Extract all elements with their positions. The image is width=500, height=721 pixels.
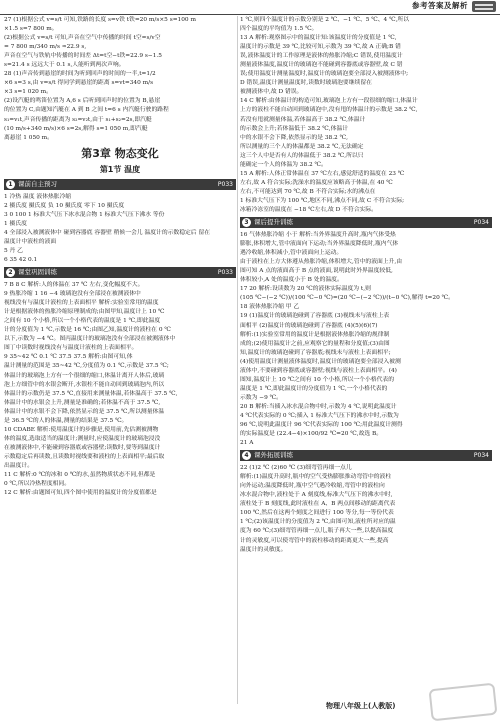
answer-line: 1 标准大气压下为 100 ℃,地区不同,沸点不同,故 C 不符合实际; — [240, 197, 405, 204]
answer-line: 在被测液体中,不能碰到容器底或容器壁;读数时,要等到温度计 — [4, 444, 161, 451]
answer-line: 6 35 42 0.1 — [4, 256, 38, 263]
answer-line: 解析:(1)温度升高时,瓶中的空气受热膨胀推动弯管中的液柱 — [240, 474, 392, 481]
answer-line: 左右,不可能达到 70 ℃,故 B 不符合实际;水的沸点在 — [240, 188, 376, 195]
answer-line: 19 (1)温度计的玻璃泡碰到了容器底 (3)视线未与液柱上表 — [240, 313, 390, 320]
answer-line: 能确定一个人的体温为 38.2 ℃。 — [240, 161, 327, 168]
answer-line: 中的水银不会下降,依然显示的是 38.2 ℃, — [240, 134, 348, 141]
answer-line: 泡上方细管中的水银会断开,水银柱不能自动回到玻璃泡内,所以 — [4, 381, 165, 388]
answer-line: 知,温度计的玻璃泡碰到了容器底;视线未与液柱上表面相平; — [240, 349, 391, 356]
answer-line: s=21.4 s 远远大于 0.1 s,人能听到两次声响。 — [4, 62, 125, 69]
answer-line: 误;使用温度计测量温度时,温度计的玻璃泡要全部浸入被测液体中; — [240, 71, 409, 78]
answer-line: 测量液体温度,温度计的玻璃泡不能碰到容器底或容器壁,故 C 错 — [240, 62, 403, 69]
answer-line: 体的温度,选取适当的温度计;测量时,应使温度计的玻璃泡浸没 — [4, 435, 161, 442]
answer-line: 上方的液柱不能自动回到玻璃泡中,没有甩的体温计的示数是 38.2 ℃, — [240, 107, 418, 114]
answer-line: 示数为 −9 ℃。 — [240, 394, 282, 401]
answer-line: 15 A 解析:人体正常体温在 37 ℃左右,感觉舒适的温度在 23 ℃ — [240, 170, 405, 177]
banner-number: 4 — [242, 451, 251, 460]
answer-line: 是 36.5 ℃的人的体温,测量的结果是 37.5 ℃。 — [4, 417, 128, 424]
answer-line: 计是根据液体的热胀冷缩原理制成的;由图甲知,温度计上 10 ℃ — [4, 309, 165, 316]
answer-line: 7 B 8 C 解析:人的体温在 37 ℃ 左右,变化幅度不大。 — [4, 282, 144, 289]
column-divider — [237, 16, 238, 704]
answer-line: 0 ℃,所以冷热程度相同。 — [4, 481, 71, 488]
banner-number: 2 — [6, 268, 15, 277]
answer-line: (4)使用温度计测量液体温度时,温度计的玻璃泡要全部浸入被测 — [240, 358, 401, 365]
answer-line: = 7 800 m/340 m/s ≈22.9 s, — [4, 44, 87, 51]
answer-line: 视线没有与温度计液柱的上表面相平 解析:实验室常用的温度 — [4, 300, 159, 307]
answer-line: 离悬崖 1 050 m。 — [4, 134, 53, 141]
answer-line: 1 冷热 温度 液体热胀冷缩 — [4, 193, 72, 200]
answer-line: 11 C 解析:0 ℃的冰和 0 ℃的水,虽然物质状态不同,但都是 — [4, 472, 156, 479]
answer-line: 27 (1)根据公式 v=s/t 可知,铁路的长度 s=v铁 t铁=20 m/s×5 s=100 m — [4, 17, 196, 23]
page-header — [0, 0, 500, 15]
answer-line: 9 热胀冷缩 1 16 −4 玻璃泡没有全部浸在被测液体中 — [4, 291, 141, 298]
answer-line: 温计测量的范围是 35~42 ℃,分度值为 0.1 ℃,示数是 37.5 ℃; — [4, 363, 169, 370]
answer-line: 体温计的示数仍是 37.5 ℃,直接用来测量体温,若体温高于 37.5 ℃, — [4, 390, 178, 397]
answer-line: 温度计中液柱的液面 — [4, 238, 57, 245]
answer-line: 图可知 A 点的液面高于 B 点的液面,说明此时外界温度较低, — [240, 268, 393, 275]
banner-label: 课堂巩固训练 — [18, 268, 57, 277]
banner-number: 1 — [6, 180, 15, 189]
answer-line: 遇冷收缩,体积减小,管中液面向上运动。 — [240, 250, 343, 257]
answer-line: s₁=v₁t,声音传播的距离为 s₂=v₂t,由于 s₁+s₂=2s,即汽艇 — [4, 116, 152, 123]
answer-line: 图丁中读数时视线没有与温度计液柱的上表面相平。 — [4, 345, 138, 352]
answer-line: 1 ℃,则四个温度计的示数分别是 2 ℃、−1 ℃、5 ℃、4 ℃,所以 — [240, 17, 410, 23]
answer-line: 所以测量的三个人的体温都是 38.2 ℃,无法确定 — [240, 143, 364, 150]
answer-line: 计的分度值为 1 ℃,示数是 16 ℃;由图乙知,温度计的液柱在 0 ℃ — [4, 327, 171, 334]
answer-line: 2 摄氏度 摄氏度 负 10 摄氏度 零下 10 摄氏度 — [4, 202, 125, 209]
answer-line: ×3 s=1 020 m。 — [4, 89, 52, 96]
answer-line: 28 (1)声音传到悬崖的时间为听到回声的时间的一半,t=1/2 — [4, 71, 156, 78]
banner-label: 课前自主预习 — [18, 179, 57, 188]
banner-page: P034 — [473, 219, 489, 227]
banner-extension — [240, 450, 492, 461]
answer-line: 成的;(2)使用温度计之前,应观察它的量程和分度值;(3)由图 — [240, 340, 390, 347]
answer-line: 16 气体热胀冷缩 小于 解析:当外界温度升高时,瓶内气体受热 — [240, 232, 396, 239]
answer-line: 声音在空气与铁轨中传播的时间差 Δt=t空−t铁=22.9 s−1.5 — [4, 53, 162, 60]
banner-in-class — [4, 267, 236, 278]
answer-line: 液体中,不要碰到容器底或容器壁;视线与液柱上表面相平。(4) — [240, 367, 397, 374]
answer-line: 左右,故 A 符合实际;洗澡水的温度应该略高于体温,在 40 ℃ — [240, 179, 393, 186]
answer-line: 体温计中的水银不会下降,依然显示的是 37.5 ℃,所以测量体温 — [4, 408, 165, 415]
answer-line: 由于液柱在上方大体遵从热胀冷缩,体积增大,管中的液面上升,由 — [240, 259, 403, 266]
book-logo-icon — [472, 1, 496, 12]
answer-line: (2)设汽艇的鸣笛位置为 A,6 s 后听到回声时的位置为 B,悬崖 — [4, 98, 161, 105]
answer-line: 18 液体热胀冷缩 甲 乙 — [240, 304, 300, 311]
answer-line: 冰水混合物中,液柱处于 A 刻度线,标准大气压下的沸水中时, — [240, 492, 393, 499]
answer-line: 面相平 (2)温度计的玻璃泡碰到了容器底 (4)(5)(6)(7) — [240, 322, 378, 329]
answer-line: 计的灵敏度,可以使弯管中的液柱移动的距离更大一些,提高 — [240, 537, 389, 544]
answer-line: D 错误,温度计测量温度时,读数时玻璃泡要继续留在 — [240, 80, 372, 87]
answer-line: 17 20 解析:设读数为 20 ℃的液体实际温度为 t,则 — [240, 286, 371, 293]
answer-line: (105 ℃−(−2 ℃))/(100 ℃−0 ℃)=(20 ℃−(−2 ℃))/(t−0 ℃),解得 t=20 ℃。 — [240, 295, 454, 302]
answer-line: 出温度计。 — [4, 462, 33, 469]
footer-book-title: 物理八年级上(人教版) — [326, 702, 396, 710]
chapter-title: 第3章 物态变化 — [81, 146, 159, 160]
answers-chapter-2 — [4, 16, 236, 143]
answers-extension — [240, 464, 492, 554]
answer-line: 膨胀,体积增大,管中液面向下运动;当外界温度降低时,瓶内气体 — [240, 241, 399, 248]
answer-line: 体温计的玻璃泡上方有一个很细的缩口,体温计离开人体后,玻璃 — [4, 372, 165, 379]
answer-line: 3 0 100 1 标准大气压下冰水混合物 1 标准大气压下沸水 等份 — [4, 211, 165, 218]
answer-line: 1 摄氏度 — [4, 220, 27, 227]
answer-line: 冰箱冷冻室的温度在 −18 ℃左右,故 D 不符合实际。 — [240, 206, 377, 213]
answer-line: 20 B 解析:当插入冰水混合物中时,示数为 4 ℃,说明此温度计 — [240, 403, 397, 410]
answer-line: 温度计的灵敏度。 — [240, 546, 287, 553]
answer-line: 误,液体温度计的工作原理是液体的热胀冷缩;C 错误,使用温度计 — [240, 53, 403, 60]
answer-line: 图知,温度计上 10 ℃之间有 10 个小格,所以一个小格代表的 — [240, 376, 395, 383]
answer-line: 向外运动;温度降低时,瓶中空气遇冷收缩,弯管中的液柱向 — [240, 483, 385, 490]
banner-label: 课后提升训练 — [254, 218, 293, 227]
answer-line: 若没有甩就测量体温,若体温高于 38.2 ℃,体温计 — [240, 116, 366, 123]
answer-line: 这三个人中是否有人的体温低于 38.2 ℃,所以只 — [240, 152, 364, 159]
answer-line: 1 ℃;(2)该温度计的分度值为 2 ℃,由图可知,液柱所对应的温 — [240, 519, 396, 526]
answer-line: 13 A 解析:观察图示中的温度计知:该温度计的分度值是 1 ℃, — [240, 35, 397, 42]
answer-line: 温度计的示数是 39 ℃,比较可知,示数为 39 ℃,故 A 正确;B 错 — [240, 44, 401, 51]
answers-pre-class — [4, 193, 236, 265]
banner-number: 3 — [242, 218, 251, 227]
answer-line: 的示数会上升;若体温低于 38.2 ℃,体温计 — [240, 125, 349, 132]
answer-line: 液柱处于 B 刻度线,此时液柱在 A、B 两点间移动的距离代表 — [240, 501, 396, 508]
banner-page: P033 — [217, 269, 233, 277]
answer-line: 之间有 10 个小格,所以一个小格代表的温度是 1 ℃,即此温度 — [4, 318, 161, 325]
banner-pre-class — [4, 179, 236, 190]
answer-line: 4 全部浸入被测液体中 碰到容器底 容器壁 稍候一会儿 温度计的示数稳定后 留在 — [4, 229, 211, 236]
answer-line: ×6 s=3 s,由 v=s/t 得同学到悬崖的距离 s=vt=340 m/s — [4, 80, 154, 87]
answer-line: 4 ℃代表实际的 0 ℃;插入 1 标准大气压下的沸水中时,示数为 — [240, 412, 399, 419]
answer-line: ×1.5 s=7 800 m。 — [4, 26, 58, 33]
watermark-stamp — [429, 683, 498, 721]
answer-line: 9 35~42 ℃ 0.1 ℃ 37.5 37.5 解析:由图可知,体 — [4, 354, 133, 361]
header-title: 参考答案及解析 — [412, 1, 468, 10]
banner-page: P033 — [217, 180, 233, 188]
answer-line: 体积较小,A 处的温度小于 B 处的温度。 — [240, 277, 343, 284]
answer-line: 体温计中的水银会上升,测量是准确的;若体温不高于 37.5 ℃, — [4, 399, 161, 406]
answer-line: 示数稳定后再读数,且读数时视线要和液柱的上表面相平;最后取 — [4, 453, 165, 460]
answer-line: 14 C 解析:由体温计的构造可知,玻璃泡上方有一段很细的缩口,体温计 — [240, 98, 418, 105]
answer-line: (2)根据公式 v=s/t 可知,声音在空气中传播的时间 t空=s/v空 — [4, 35, 161, 42]
answer-line: 22 (1)2 ℃ (2)60 ℃ (3)细弯管再细一点儿 — [240, 465, 352, 472]
right-column — [240, 16, 492, 555]
answers-in-class — [4, 281, 236, 498]
section-title: 第1节 温度 — [99, 164, 141, 174]
answer-line: 10 CDABE 解析:使用温度计的步骤是,使用前,先估测被测物 — [4, 426, 159, 433]
answers-after-class — [240, 231, 492, 448]
banner-after-class — [240, 217, 492, 228]
answer-line: 21 A — [240, 440, 254, 447]
answer-line: 的位置为 C,由题知汽艇在 A 到 B 之间 t=6 s 内汽艇行驶的路程 — [4, 107, 169, 114]
banner-page: P034 — [473, 452, 489, 460]
answer-line: 以下,示数为 −4 ℃。图丙温度计的玻璃泡没有全部浸在被测液体中 — [4, 336, 176, 343]
answer-line: 96 ℃,说明此温度计 96 ℃代表实际的 100 ℃;用此温度计测得 — [240, 422, 403, 429]
answer-line: 被测液体中,故 D 错误。 — [240, 89, 303, 96]
left-column — [4, 16, 236, 498]
answers-in-class-cont — [240, 16, 492, 215]
answer-line: 温度是 1 ℃,即此温度计的分度值为 1 ℃,一个小格代表的 — [240, 385, 388, 392]
answer-line: 12 C 解析:由题图可知,四个图中使用的温度计的分度值都是 — [4, 490, 157, 497]
answer-line: 100 ℃,然后在这两个刻度之间进行 100 等分,每一等份代表 — [240, 510, 394, 517]
answer-line: 5 丹 乙 — [4, 247, 23, 254]
answer-line: (10 m/s+340 m/s)×6 s=2s,解得 s=1 050 m,即汽艇 — [4, 125, 148, 132]
answer-line: 四个温度的平均值为 1.5 ℃。 — [240, 26, 318, 33]
answer-line: 度为 60 ℃;(3)细弯管再细一点儿,瓶子再大一些,以提高温度 — [240, 528, 394, 535]
answer-line: 的实际温度是 (22.4−4)×100/92 ℃=20 ℃,故选 B。 — [240, 431, 383, 438]
answer-line: 解析:(1)实验室常用的温度计是根据液体热胀冷缩的规律制 — [240, 331, 390, 338]
banner-label: 课外拓展训练 — [254, 451, 293, 460]
